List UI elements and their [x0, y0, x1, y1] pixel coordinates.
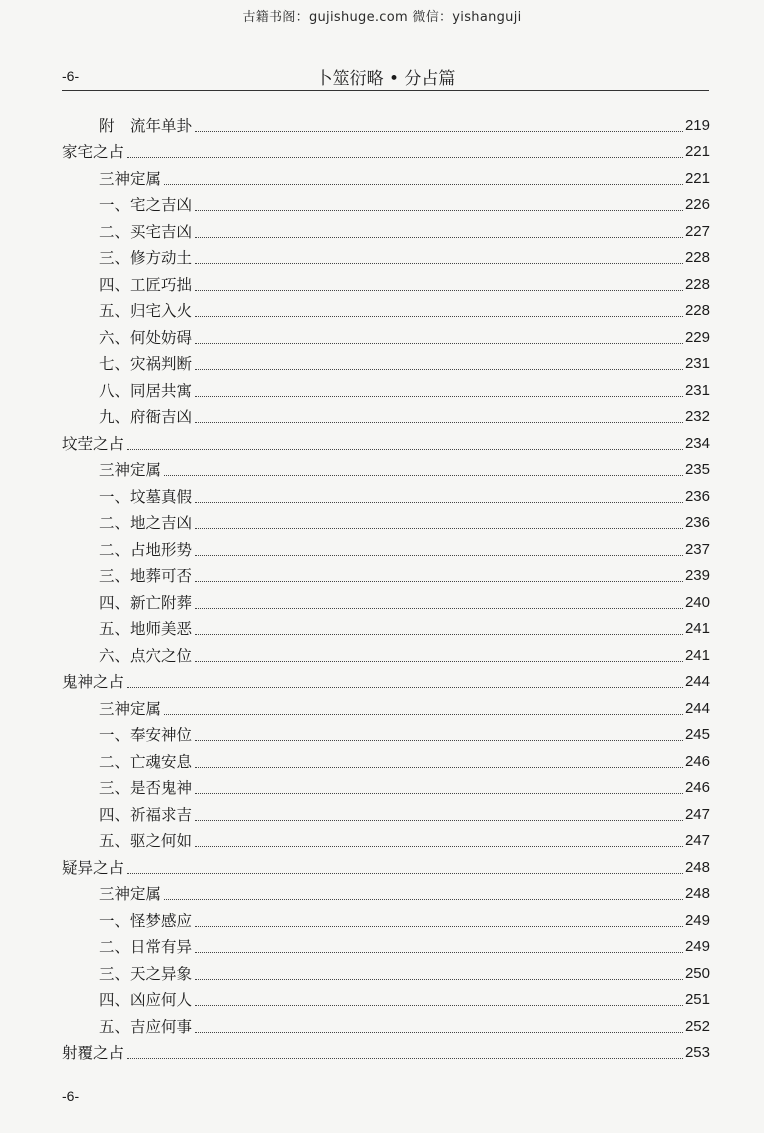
toc-entry-page: 235	[684, 461, 710, 478]
toc-leader-dots	[195, 421, 683, 423]
toc-entry-page: 251	[684, 991, 710, 1008]
toc-leader-dots	[195, 315, 683, 317]
toc-leader-dots	[164, 898, 683, 900]
toc-entry	[62, 720, 710, 747]
toc-leader-dots	[195, 130, 683, 132]
toc-leader-dots	[195, 1004, 683, 1006]
toc-entry	[62, 1011, 710, 1038]
toc-entry-page: 236	[684, 514, 710, 531]
toc-leader-dots	[195, 368, 683, 370]
toc-entry	[62, 216, 710, 243]
toc-entry-label: 二、日常有异	[99, 938, 193, 956]
toc-entry-label: 四、凶应何人	[99, 991, 193, 1009]
toc-entry-page: 229	[684, 328, 710, 346]
toc-leader-dots	[195, 501, 683, 503]
toc-entry-label: 五、地师美恶	[99, 620, 193, 638]
toc-leader-dots	[127, 1057, 683, 1059]
toc-entry	[62, 879, 710, 906]
toc-entry-page: 240	[684, 593, 710, 611]
toc-entry	[62, 958, 710, 985]
toc-entry	[62, 799, 710, 826]
toc-entry	[62, 693, 710, 720]
toc-entry-label: 三神定属	[99, 885, 162, 903]
toc-entry	[62, 508, 710, 535]
toc-entry-page: 245	[684, 726, 710, 743]
toc-entry-page: 249	[684, 938, 710, 955]
toc-entry-label: 三、是否鬼神	[99, 779, 193, 797]
toc-entry-label: 七、灾祸判断	[99, 355, 193, 373]
toc-entry-page: 219	[684, 116, 710, 134]
toc-entry-label: 一、怪梦感应	[99, 911, 193, 930]
toc-entry-page: 248	[684, 885, 710, 902]
toc-leader-dots	[195, 527, 683, 529]
toc-entry-page: 231	[684, 381, 710, 399]
toc-entry	[62, 534, 710, 561]
toc-entry-label: 三、天之异象	[99, 964, 193, 983]
toc-entry-label: 四、祈福求吉	[99, 805, 193, 824]
toc-entry-label: 坟茔之占	[62, 434, 125, 453]
toc-entry-page: 247	[684, 805, 710, 823]
toc-entry-page: 250	[684, 964, 710, 982]
toc-entry-label: 九、府衙吉凶	[99, 408, 193, 426]
toc-leader-dots	[195, 209, 683, 211]
toc-entry-page: 227	[684, 222, 710, 240]
toc-leader-dots	[195, 739, 683, 741]
toc-entry-label: 三、地葬可否	[99, 567, 193, 585]
header-title: 卜筮衍略 • 分占篇	[315, 69, 456, 89]
toc-entry-label: 二、地之吉凶	[99, 514, 193, 532]
toc-entry-page: 234	[684, 434, 710, 452]
toc-entry-page: 241	[684, 646, 710, 664]
toc-entry-page: 244	[684, 699, 710, 717]
toc-entry	[62, 1038, 710, 1065]
toc-entry-label: 六、点穴之位	[99, 646, 193, 665]
toc-leader-dots	[195, 766, 683, 768]
toc-leader-dots	[195, 554, 683, 556]
toc-leader-dots	[195, 395, 683, 397]
toc-leader-dots	[164, 713, 683, 715]
toc-entry-label: 三神定属	[99, 461, 162, 479]
toc-entry-page: 228	[684, 249, 710, 266]
toc-entry-label: 四、工匠巧拙	[99, 275, 193, 294]
toc-leader-dots	[195, 845, 683, 847]
toc-leader-dots	[195, 580, 683, 582]
toc-entry-page: 249	[684, 911, 710, 929]
footer-page-number: -6-	[62, 1088, 80, 1104]
toc-leader-dots	[195, 289, 683, 291]
toc-entry-label: 鬼神之占	[62, 673, 125, 691]
toc-leader-dots	[127, 872, 683, 874]
toc-entry-label: 一、坟墓真假	[99, 487, 193, 506]
toc-entry-label: 一、宅之吉凶	[99, 196, 193, 214]
toc-entry	[62, 322, 710, 349]
toc-leader-dots	[195, 236, 683, 238]
toc-leader-dots	[127, 156, 683, 158]
toc-entry-page: 232	[684, 408, 710, 425]
toc-entry-page: 226	[684, 196, 710, 213]
toc-leader-dots	[164, 474, 683, 476]
toc-entry-label: 三、修方动土	[99, 249, 193, 267]
toc-entry-page: 246	[684, 752, 710, 770]
toc-leader-dots	[195, 342, 683, 344]
toc-entry-page: 244	[684, 673, 710, 690]
toc-entry	[62, 163, 710, 190]
toc-entry-page: 228	[684, 302, 710, 319]
toc-entry	[62, 428, 710, 455]
toc-entry	[62, 375, 710, 402]
toc-leader-dots	[127, 448, 683, 450]
toc-entry-page: 221	[684, 143, 710, 160]
toc-entry	[62, 932, 710, 959]
toc-entry-label: 二、占地形势	[99, 540, 193, 559]
toc-entry-label: 附 流年单卦	[99, 116, 193, 135]
toc-entry	[62, 614, 710, 641]
toc-leader-dots	[195, 978, 683, 980]
header-page-number: -6-	[62, 68, 80, 84]
toc-leader-dots	[195, 925, 683, 927]
toc-entry-page: 252	[684, 1017, 710, 1035]
toc-leader-dots	[195, 1031, 683, 1033]
toc-entry	[62, 455, 710, 482]
toc-leader-dots	[195, 607, 683, 609]
toc-entry-page: 253	[684, 1044, 710, 1061]
toc-leader-dots	[195, 792, 683, 794]
toc-entry	[62, 746, 710, 773]
toc-entry-page: 237	[684, 540, 710, 558]
toc-leader-dots	[127, 686, 683, 688]
toc-entry	[62, 587, 710, 614]
toc-entry-label: 三神定属	[99, 699, 162, 718]
toc-entry-label: 二、亡魂安息	[99, 752, 193, 771]
toc-leader-dots	[195, 819, 683, 821]
toc-entry-label: 四、新亡附葬	[99, 593, 193, 612]
toc-entry	[62, 402, 710, 429]
toc-entry	[62, 190, 710, 217]
toc-entry	[62, 243, 710, 270]
toc-entry	[62, 826, 710, 853]
toc-entry-label: 五、驱之何如	[99, 832, 193, 850]
toc-entry	[62, 561, 710, 588]
toc-entry-page: 247	[684, 832, 710, 849]
toc-entry	[62, 269, 710, 296]
toc-leader-dots	[195, 660, 683, 662]
toc-entry	[62, 667, 710, 694]
toc-entry-label: 疑异之占	[62, 858, 125, 877]
toc-entry-page: 231	[684, 355, 710, 372]
toc-entry	[62, 985, 710, 1012]
toc-leader-dots	[195, 951, 683, 953]
toc-entry	[62, 905, 710, 932]
toc-entry	[62, 481, 710, 508]
toc-entry-page: 246	[684, 779, 710, 796]
toc-entry-page: 241	[684, 620, 710, 637]
toc-entry	[62, 296, 710, 323]
toc-entry-label: 三神定属	[99, 169, 162, 188]
toc-leader-dots	[164, 183, 683, 185]
toc-entry-label: 一、奉安神位	[99, 726, 193, 744]
toc-entry-label: 二、买宅吉凶	[99, 222, 193, 241]
toc-entry-label: 五、归宅入火	[99, 302, 193, 320]
toc-entry	[62, 137, 710, 164]
table-of-contents	[62, 110, 710, 1064]
toc-entry	[62, 640, 710, 667]
toc-entry-page: 228	[684, 275, 710, 293]
toc-entry-page: 239	[684, 567, 710, 584]
toc-entry-label: 六、何处妨碍	[99, 328, 193, 347]
toc-entry	[62, 110, 710, 137]
toc-entry-label: 五、吉应何事	[99, 1017, 193, 1036]
toc-entry-label: 射覆之占	[62, 1044, 125, 1062]
toc-entry	[62, 852, 710, 879]
toc-entry	[62, 773, 710, 800]
toc-entry	[62, 349, 710, 376]
toc-entry-page: 248	[684, 858, 710, 876]
toc-entry-label: 家宅之占	[62, 143, 125, 161]
toc-entry-page: 236	[684, 487, 710, 505]
watermark-text: 古籍书阁：gujishuge.com 微信：yishanguji	[242, 10, 522, 25]
toc-entry-page: 221	[684, 169, 710, 187]
toc-leader-dots	[195, 633, 683, 635]
toc-entry-label: 八、同居共寓	[99, 381, 193, 400]
page-header	[62, 64, 709, 91]
toc-leader-dots	[195, 262, 683, 264]
